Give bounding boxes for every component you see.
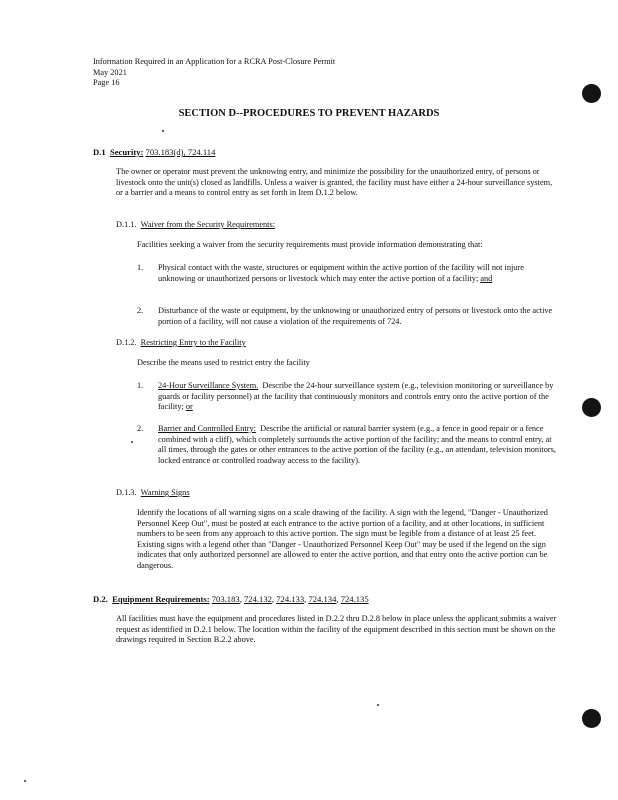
punch-hole	[582, 84, 601, 103]
section-d2-label: Equipment Requirements:	[112, 594, 210, 604]
section-d2-ref: 724.133	[276, 594, 305, 604]
section-d2-paragraph: All facilities must have the equipment and procedures listed in D.2.2 thru D.2.8 below in place unless the applicant submits a waiver request as identified in D.2.1 below. The location within the facility of the equipment described in this section must be shown on the drawings required in Section B.2.2 above.	[116, 614, 557, 645]
scan-speck	[131, 441, 133, 443]
list-item-lead: Barrier and Controlled Entry:	[158, 424, 256, 433]
list-item-text: Describe the artificial or natural barrier system (e.g., a fence in good repair or a fence combined with a cliff), which completely surrounds the active portion of the facility; and the means to control entry, at all times, through the gates or other entrances to the active portion of the facility (e.g., an attendant, television monitors, locked entrance or controlled roadway access to the facility).	[158, 424, 556, 465]
section-d2-ref: 724.135	[340, 594, 369, 604]
section-d13-number: D.1.3.	[116, 488, 137, 497]
section-d12-heading	[116, 338, 246, 349]
section-d2-ref: 724.132	[243, 594, 272, 604]
section-d13-paragraph: Identify the locations of all warning signs on a scale drawing of the facility. A sign with the legend, "Danger - Unauthorized Personnel Keep Out", must be posted at each entrance to the active portion of a facility, and at other locations, in sufficient numbers to be seen from any approach to this active portion. The sign must be legible from a distance of at least 25 feet. Existing signs with a legend other than "Danger - Unauthorized Personnel Keep Out" may be used if the legend on the sign indicates that only authorized personnel are allowed to enter the active portion, and that entry onto the active portion can be dangerous.	[137, 508, 548, 570]
list-item	[158, 424, 558, 466]
section-d11-heading	[116, 220, 275, 231]
list-item-number: 2.	[137, 424, 144, 433]
section-d1-heading	[93, 147, 215, 158]
list-item-conjunction: and	[480, 273, 493, 283]
section-d12-intro: Describe the means used to restrict entry the facility	[137, 358, 310, 367]
section-d11-number: D.1.1.	[116, 220, 137, 229]
list-item-number: 2.	[137, 306, 144, 315]
section-d2-ref: 703.183	[211, 594, 240, 604]
header-date: May 2021	[93, 67, 127, 77]
list-item	[158, 263, 558, 284]
section-d2-ref: 724.134	[308, 594, 337, 604]
list-item-text: Disturbance of the waste or equipment, by the unknowing or unauthorized entry of persons or livestock onto the active portion of a facility, will not cause a violation of the requirements of 724.	[158, 306, 553, 326]
section-d2-heading: D.2. Equipment Requirements: 703.183, 724.132, 724.133, 724.134, 724.135	[93, 594, 369, 604]
punch-hole	[582, 709, 601, 728]
section-title: SECTION D--PROCEDURES TO PREVENT HAZARDS	[178, 108, 440, 119]
section-d11-intro: Facilities seeking a waiver from the security requirements must provide information demonstrating that:	[137, 240, 483, 249]
punch-hole	[582, 398, 601, 417]
scan-speck	[377, 704, 379, 706]
section-d11-label: Waiver from the Security Requirements:	[140, 220, 276, 229]
list-item-number: 1.	[137, 263, 144, 272]
section-d13-label: Warning Signs	[140, 488, 190, 497]
list-item-number: 1.	[137, 381, 144, 390]
list-item	[158, 381, 558, 413]
section-d1-refs: 703.183(d), 724.114	[145, 147, 216, 157]
scan-speck	[162, 130, 164, 132]
list-item-lead: 24-Hour Surveillance System.	[158, 381, 259, 390]
section-d12-number: D.1.2.	[116, 338, 137, 347]
section-d13-heading	[116, 488, 190, 499]
list-item-text: Physical contact with the waste, structures or equipment within the active portion of the facility will not injure unknowing or unauthorized persons or livestock which may enter the active portion of a facility;	[158, 263, 524, 283]
list-item-conjunction: or	[185, 402, 193, 412]
section-d2-number: D.2.	[93, 594, 108, 604]
header-doc-title: Information Required in an Application for a RCRA Post-Closure Permit	[93, 57, 336, 66]
page-header	[93, 57, 335, 89]
section-d12-label: Restricting Entry to the Facility	[140, 338, 246, 347]
header-page-number: Page 16	[93, 78, 120, 87]
section-d1-number: D.1	[93, 147, 106, 157]
list-item-text: Describe the 24-hour surveillance system (e.g., television monitoring or surveillance by guards or facility personnel) at the facility that continuously monitors and controls entry onto the active portion of the facility;	[158, 381, 554, 412]
section-d1-label: Security:	[109, 147, 144, 157]
list-item	[158, 306, 558, 327]
scan-speck	[24, 780, 26, 782]
section-d1-paragraph: The owner or operator must prevent the unknowing entry, and minimize the possibility for the unauthorized entry, of persons or livestock onto the unit(s) closed as landfills. Unless a waiver is granted, the facility must have either a 24-hour surveillance system, or a barrier and a means to control entry as set forth in Item D.1.2 below.	[116, 167, 553, 198]
